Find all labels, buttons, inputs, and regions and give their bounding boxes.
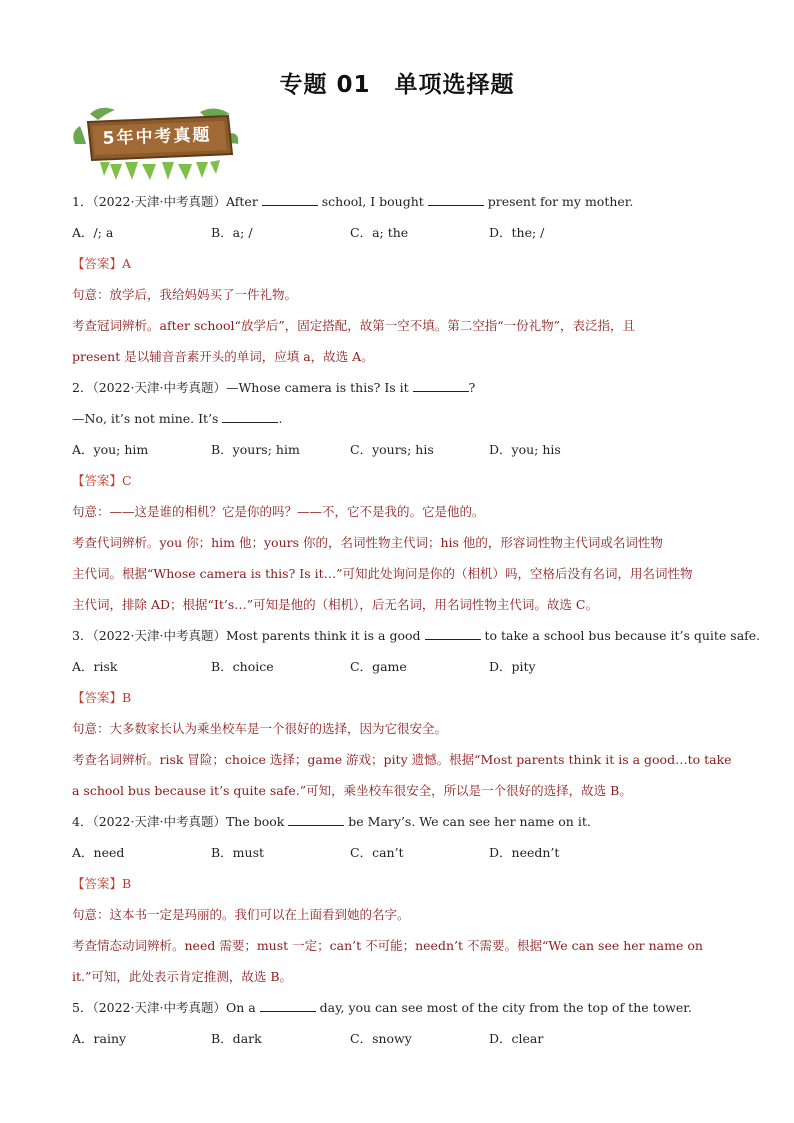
page-title: 专题 01 单项选择题: [279, 72, 515, 98]
option-a: A．risk: [72, 659, 118, 674]
question-3: 3．（2022·天津·中考真题）Most parents think it is a good to take a school bus because it’s quite safe.: [72, 628, 761, 643]
option-d: D．pity: [489, 659, 536, 674]
options-2: [72, 434, 732, 465]
option-b: B．choice: [211, 659, 274, 674]
option-d: D．clear: [489, 1031, 544, 1046]
options-5: [72, 1023, 732, 1054]
question-list: [72, 186, 761, 1054]
blank: [260, 1011, 316, 1012]
analysis-3-line-1: 考查名词辨析。risk 冒险；choice 选择；game 游戏；pity 遗憾。根据“Most parents think it is a good…to take: [72, 752, 732, 767]
blank: [413, 391, 469, 392]
meaning-4: 句意：这本书一定是玛丽的。我们可以在上面看到她的名字。: [72, 907, 410, 922]
analysis-2-line-3: 主代词，排除 AD；根据“It’s…”可知是他的（相机），后无名词，用名词性物主代词。故选 C。: [72, 597, 598, 612]
analysis-4-line-1: 考查情态动词辨析。need 需要；must 一定；can’t 不可能；needn’t 不需要。根据“We can see her name on: [72, 938, 703, 953]
option-b: B．dark: [211, 1031, 262, 1046]
option-c: C．game: [350, 659, 407, 674]
option-c: C．snowy: [350, 1031, 412, 1046]
blank: [425, 639, 481, 640]
meaning-2: 句意：——这是谁的相机？它是你的吗？——不，它不是我的。它是他的。: [72, 504, 485, 519]
blank: [288, 825, 344, 826]
options-4: [72, 837, 732, 868]
question-5: 5．（2022·天津·中考真题）On a day, you can see most of the city from the top of the tower.: [72, 1000, 692, 1015]
option-c: C．can’t: [350, 845, 404, 860]
option-b: B．yours; him: [211, 442, 300, 457]
answer-2: 【答案】C: [72, 473, 132, 488]
option-a: A．you; him: [72, 442, 149, 457]
option-d: D．needn’t: [489, 845, 560, 860]
option-c: C．a; the: [350, 225, 409, 240]
option-a: A．rainy: [72, 1031, 127, 1046]
badge-label: 5年中考真题: [102, 124, 212, 149]
options-1: [72, 217, 732, 248]
meaning-3: 句意：大多数家长认为乘坐校车是一个很好的选择，因为它很安全。: [72, 721, 448, 736]
meaning-1: 句意：放学后，我给妈妈买了一件礼物。: [72, 287, 298, 302]
option-d: D．you; his: [489, 442, 561, 457]
answer-4: 【答案】B: [72, 876, 132, 891]
analysis-2-line-2: 主代词。根据“Whose camera is this? Is it…”可知此处询问是你的（相机）吗，空格后没有名词，用名词性物: [72, 566, 693, 581]
answer-1: 【答案】A: [72, 256, 132, 271]
option-d: D．the; /: [489, 225, 545, 240]
analysis-2-line-1: 考查代词辨析。you 你；him 他；yours 你的，名词性物主代词；his 他的，形容词性物主代词或名词性物: [72, 535, 663, 550]
blank: [428, 205, 484, 206]
option-c: C．yours; his: [350, 442, 434, 457]
analysis-1-line-2: present 是以辅音音素开头的单词，应填 a，故选 A。: [72, 349, 374, 364]
analysis-3-line-2: a school bus because it’s quite safe.”可知，乘坐校车很安全，所以是一个很好的选择，故选 B。: [72, 783, 632, 798]
option-b: B．a; /: [211, 225, 253, 240]
question-4: 4．（2022·天津·中考真题）The book be Mary’s. We can see her name on it.: [72, 814, 591, 829]
option-a: A．need: [72, 845, 125, 860]
analysis-1-line-1: 考查冠词辨析。after school“放学后”，固定搭配，故第一空不填。第二空指“一份礼物”，表泛指，且: [72, 318, 636, 333]
blank: [262, 205, 318, 206]
option-a: A．/; a: [72, 225, 114, 240]
option-b: B．must: [211, 845, 265, 860]
question-1: 1．（2022·天津·中考真题）After school, I bought present for my mother.: [72, 194, 634, 209]
answer-3: 【答案】B: [72, 690, 132, 705]
question-2-line-2: —No, it’s not mine. It’s .: [72, 411, 283, 426]
question-2-line-1: 2．（2022·天津·中考真题）—Whose camera is this? Is it ?: [72, 380, 476, 395]
blank: [222, 422, 278, 423]
options-3: [72, 651, 732, 682]
analysis-4-line-2: it.”可知，此处表示肯定推测，故选 B。: [72, 969, 293, 984]
